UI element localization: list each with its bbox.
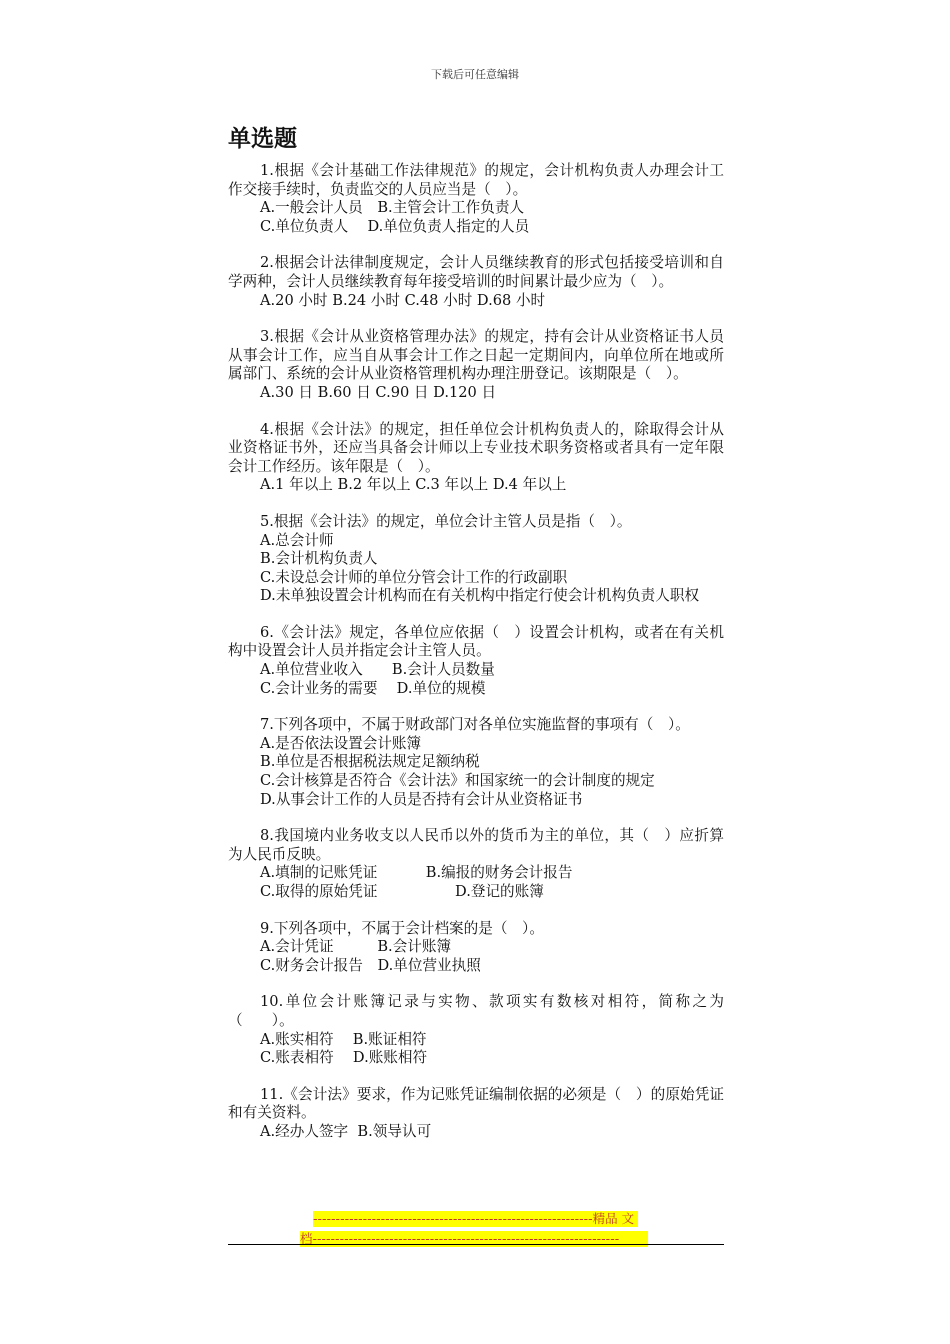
- question-item: [228, 993, 724, 1067]
- question-option: C.单位负责人 D.单位负责人指定的人员: [260, 217, 530, 235]
- question-stem: 7.下列各项中，不属于财政部门对各单位实施监督的事项有（ ）。: [260, 716, 690, 734]
- question-option: A.会计凭证 B.会计账簿: [260, 938, 452, 956]
- question-option: A.1 年以上 B.2 年以上 C.3 年以上 D.4 年以上: [260, 476, 567, 494]
- question-stem: 6.《会计法》规定，各单位应依据（ ）设置会计机构，或者在有关机构中设置会计人员并指定会计主管人员。: [228, 623, 724, 660]
- question-item: [228, 328, 724, 402]
- question-stem: 8.我国境内业务收支以人民币以外的货币为主的单位，其（ ）应折算为人民币反映。: [228, 827, 724, 863]
- question-option: A.总会计师: [260, 531, 334, 549]
- question-option: A.一般会计人员 B.主管会计工作负责人: [260, 199, 525, 217]
- question-item: [228, 421, 724, 495]
- question-option: A.账实相符 B.账证相符: [260, 1030, 427, 1048]
- question-option: B.单位是否根据税法规定足额纳税: [260, 753, 480, 771]
- question-stem: 11.《会计法》要求，作为记账凭证编制依据的必须是（ ）的原始凭证和有关资料。: [228, 1085, 724, 1122]
- footer-banner: [300, 1211, 650, 1251]
- question-option: A.是否依法设置会计账簿: [260, 734, 422, 752]
- question-option: A.经办人签字 B.领导认可: [260, 1122, 432, 1140]
- question-option: C.未设总会计师的单位分管会计工作的行政副职: [260, 568, 568, 586]
- question-item: [228, 920, 724, 976]
- question-option: D.从事会计工作的人员是否持有会计从业资格证书: [260, 790, 583, 808]
- document-body: [228, 124, 724, 1160]
- question-item: [228, 513, 724, 606]
- question-list: [228, 162, 724, 1142]
- question-item: [228, 162, 724, 236]
- question-option: B.会计机构负责人: [260, 550, 378, 568]
- section-title: 单选题: [228, 126, 297, 152]
- question-option: C.财务会计报告 D.单位营业执照: [260, 956, 481, 974]
- question-item: [228, 254, 724, 310]
- question-option: A.20 小时 B.24 小时 C.48 小时 D.68 小时: [260, 291, 546, 309]
- header-note: 下载后可任意编辑: [431, 68, 519, 81]
- question-option: D.未单独设置会计机构而在有关机构中指定行使会计机构负责人职权: [260, 587, 700, 605]
- question-item: [228, 716, 724, 809]
- question-option: A.30 日 B.60 日 C.90 日 D.120 日: [260, 383, 497, 401]
- question-option: C.账表相符 D.账账相符: [260, 1049, 428, 1067]
- question-option: C.会计业务的需要 D.单位的规模: [260, 679, 486, 697]
- question-option: A.单位营业收入 B.会计人员数量: [260, 661, 495, 679]
- question-option: C.取得的原始凭证 D.登记的账簿: [260, 883, 544, 900]
- question-item: [228, 827, 724, 901]
- question-item: [228, 624, 724, 698]
- question-stem: 1.根据《会计基础工作法律规范》的规定，会计机构负责人办理会计工作交接手续时，负责监交的人员应当是（ ）。: [228, 162, 724, 198]
- question-item: [228, 1086, 724, 1142]
- question-stem: 3.根据《会计从业资格管理办法》的规定，持有会计从业资格证书人员从事会计工作，应当自从事会计工作之日起一定期间内，向单位所在地或所属部门、系统的会计从业资格管理机构办理注册登记。该期限是（ ）。: [228, 328, 724, 383]
- question-stem: 4.根据《会计法》的规定，担任单位会计机构负责人的，除取得会计从业资格证书外，还应当具备会计师以上专业技术职务资格或者具有一定年限会计工作经历。该年限是（ ）。: [228, 420, 724, 475]
- question-stem: 5.根据《会计法》的规定，单位会计主管人员是指（ ）。: [260, 512, 632, 530]
- footer-banner-line-1: --------------------------------------------------------------精品 文: [313, 1211, 638, 1227]
- question-stem: 10.单位会计账簿记录与实物、款项实有数核对相符，简称之为（ ）。: [228, 993, 724, 1029]
- question-stem: 9.下列各项中，不属于会计档案的是（ ）。: [260, 919, 544, 937]
- footer-divider: [228, 1244, 724, 1245]
- footer-banner-line-2: 档--------------------------------------------------------------------: [300, 1231, 648, 1247]
- question-stem: 2.根据会计法律制度规定，会计人员继续教育的形式包括接受培训和自学两种，会计人员继续教育每年接受培训的时间累计最少应为（ ）。: [228, 254, 724, 290]
- question-option: C.会计核算是否符合《会计法》和国家统一的会计制度的规定: [260, 772, 655, 790]
- question-option: A.填制的记账凭证 B.编报的财务会计报告: [260, 864, 573, 882]
